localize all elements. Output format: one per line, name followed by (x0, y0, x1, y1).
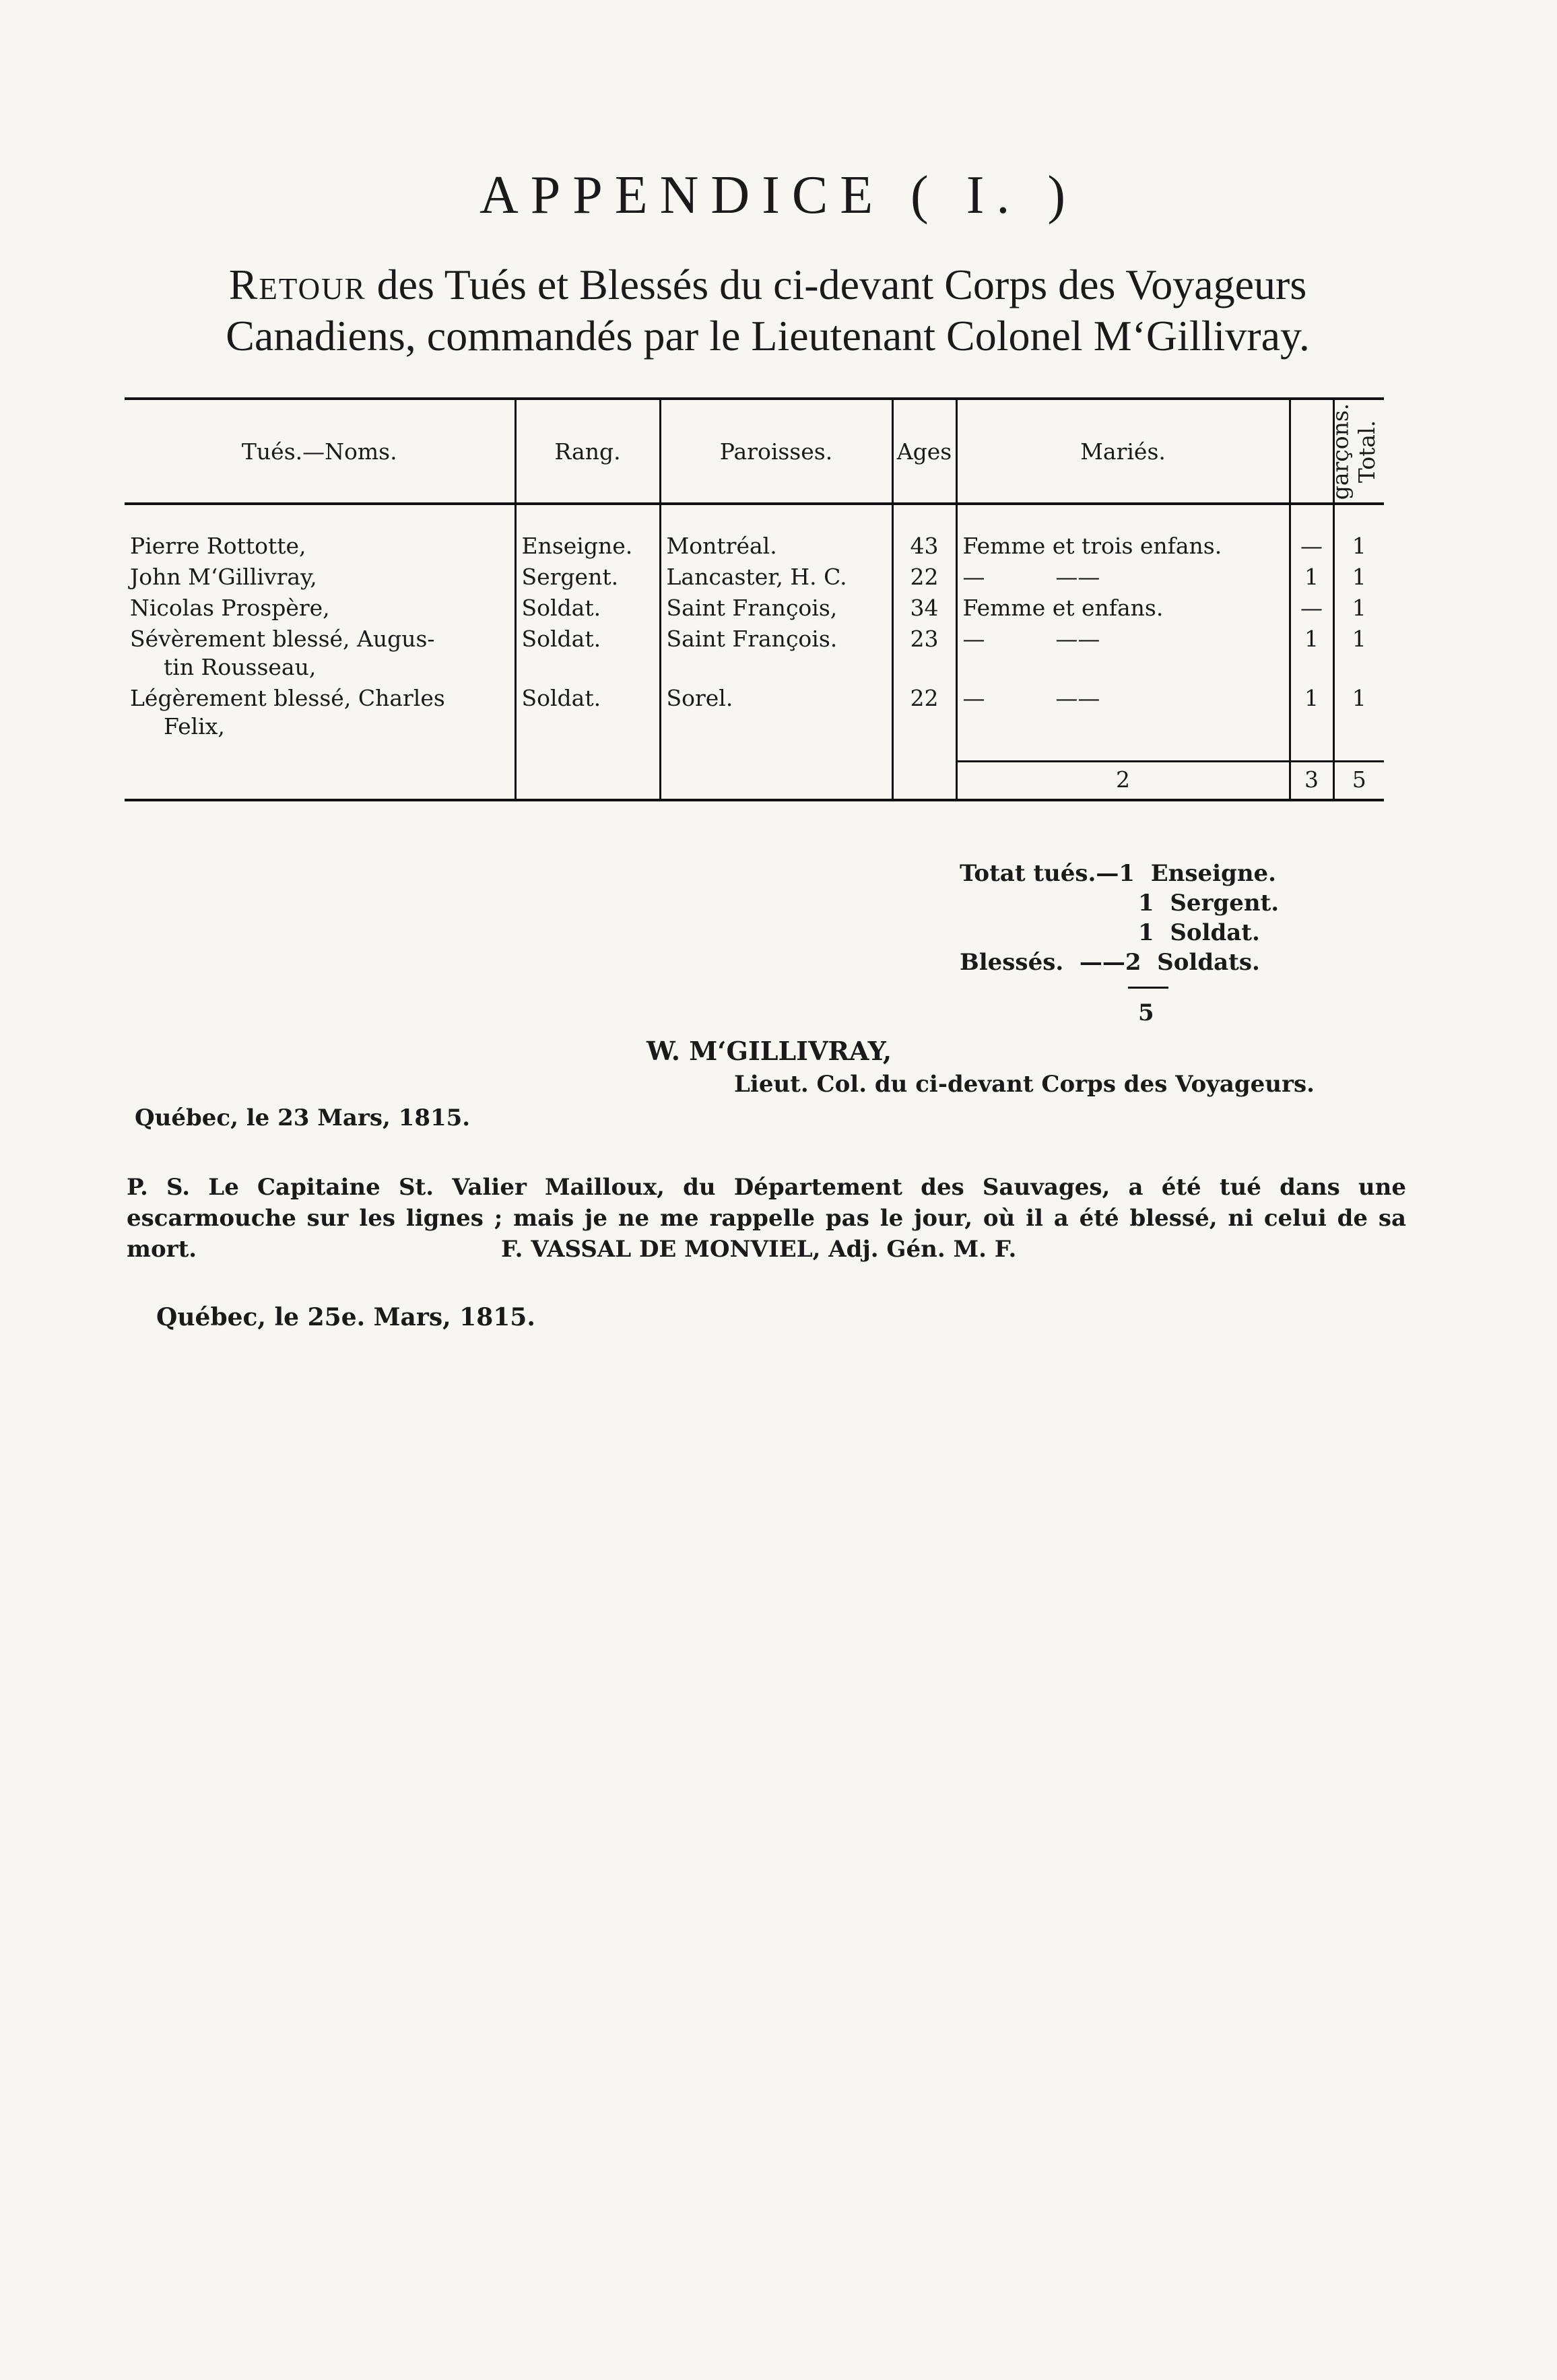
postscript-date: Québec, le 25e. Mars, 1815. (156, 1303, 535, 1331)
cell-nom (125, 624, 515, 683)
table-header-row (125, 399, 1384, 504)
date-line: Québec, le 23 Mars, 1815. (135, 1104, 471, 1131)
col-header-rang: Rang. (515, 399, 660, 504)
cell-garcons: 1 (1290, 624, 1333, 683)
cell-nom-line2: Felix, (164, 713, 225, 739)
table-row (125, 683, 1384, 761)
col-header-maries: Mariés. (956, 399, 1290, 504)
cell-nom: John M‘Gillivray, (130, 564, 317, 590)
cell-paroisse: Saint François. (660, 624, 892, 683)
cell-maries: Femme et enfans. (956, 593, 1290, 624)
cell-nom-line1: Légèrement blessé, Charles (130, 685, 445, 711)
cell-total: 1 (1333, 504, 1384, 562)
return-title (128, 259, 1407, 362)
cell-age: 22 (892, 562, 956, 593)
cell-garcons: — (1290, 593, 1333, 624)
summary-line: 1 Soldat. (1138, 919, 1260, 946)
totals-empty (892, 761, 956, 800)
cell-nom: Pierre Rottotte, (130, 533, 306, 559)
garcons-label: garçons. (1326, 403, 1353, 500)
casualty-summary (960, 859, 1279, 1028)
summary-line: Totat tués.—1 Enseigne. (960, 860, 1277, 887)
col-header-garcons (1290, 399, 1353, 504)
table-row (125, 624, 1384, 683)
summary-sum: 5 (1138, 999, 1154, 1026)
cell-total: 1 (1333, 562, 1384, 593)
cell-garcons: 1 (1290, 562, 1333, 593)
cell-rang: Soldat. (515, 593, 660, 624)
totals-empty (125, 761, 515, 800)
col-header-ages: Ages (892, 399, 956, 504)
appendix-heading: APPENDICE ( I. ) (479, 166, 1078, 225)
cell-rang: Soldat. (515, 624, 660, 683)
postscript (127, 1172, 1406, 1265)
signature-name: W. M‘GILLIVRAY, (647, 1036, 892, 1066)
totals-total: 5 (1333, 761, 1384, 800)
cell-maries: — —— (956, 562, 1290, 593)
cell-nom-line1: Sévèrement blessé, Augus- (130, 626, 435, 652)
cell-paroisse: Saint François, (660, 593, 892, 624)
cell-paroisse: Sorel. (660, 683, 892, 761)
cell-maries: — —— (956, 683, 1290, 761)
totals-row (125, 761, 1384, 800)
total-label: Total. (1353, 420, 1380, 483)
cell-maries: Femme et trois enfans. (956, 504, 1290, 562)
cell-total: 1 (1333, 624, 1384, 683)
signature-title: Lieut. Col. du ci-devant Corps des Voyageurs. (734, 1071, 1315, 1098)
summary-rule (1128, 987, 1168, 989)
summary-line: Blessés. ——2 Soldats. (960, 949, 1260, 976)
casualty-table (125, 397, 1384, 801)
cell-age: 43 (892, 504, 956, 562)
totals-garcons: 3 (1290, 761, 1333, 800)
totals-maries: 2 (956, 761, 1290, 800)
table-row (125, 593, 1384, 624)
col-header-noms: Tués.—Noms. (125, 399, 515, 504)
cell-garcons: 1 (1290, 683, 1333, 761)
title-lead: Retour (228, 261, 366, 308)
postscript-signature: F. VASSAL DE MONVIEL, Adj. Gén. M. F. (500, 1236, 1017, 1263)
title-line2: Canadiens, commandés par le Lieutenant Colonel M‘Gillivray. (226, 312, 1310, 360)
cell-paroisse: Lancaster, H. C. (660, 562, 892, 593)
cell-rang: Soldat. (515, 683, 660, 761)
cell-rang: Enseigne. (515, 504, 660, 562)
cell-age: 22 (892, 683, 956, 761)
cell-nom: Nicolas Prospère, (130, 595, 330, 621)
cell-maries: — —— (956, 624, 1290, 683)
table-row (125, 504, 1384, 562)
cell-age: 34 (892, 593, 956, 624)
totals-empty (660, 761, 892, 800)
cell-rang: Sergent. (515, 562, 660, 593)
title-line1: des Tués et Blessés du ci-devant Corps des Voyageurs (366, 261, 1307, 308)
totals-empty (515, 761, 660, 800)
cell-age: 23 (892, 624, 956, 683)
cell-total: 1 (1333, 593, 1384, 624)
summary-line: 1 Sergent. (1138, 890, 1280, 917)
cell-garcons: — (1290, 504, 1333, 562)
postscript-text: P. S. Le Capitaine St. Valier Mailloux, du Département des Sauvages, a été tué dans une escarmouche sur les lignes ; mais je ne me rappelle pas le jour, où il a été blessé, ni celui de sa mort. (127, 1174, 1406, 1263)
cell-paroisse: Montréal. (660, 504, 892, 562)
cell-nom (125, 683, 515, 761)
cell-nom-line2: tin Rousseau, (164, 654, 317, 680)
cell-total: 1 (1333, 683, 1384, 761)
table-row (125, 562, 1384, 593)
col-header-paroisses: Paroisses. (660, 399, 892, 504)
